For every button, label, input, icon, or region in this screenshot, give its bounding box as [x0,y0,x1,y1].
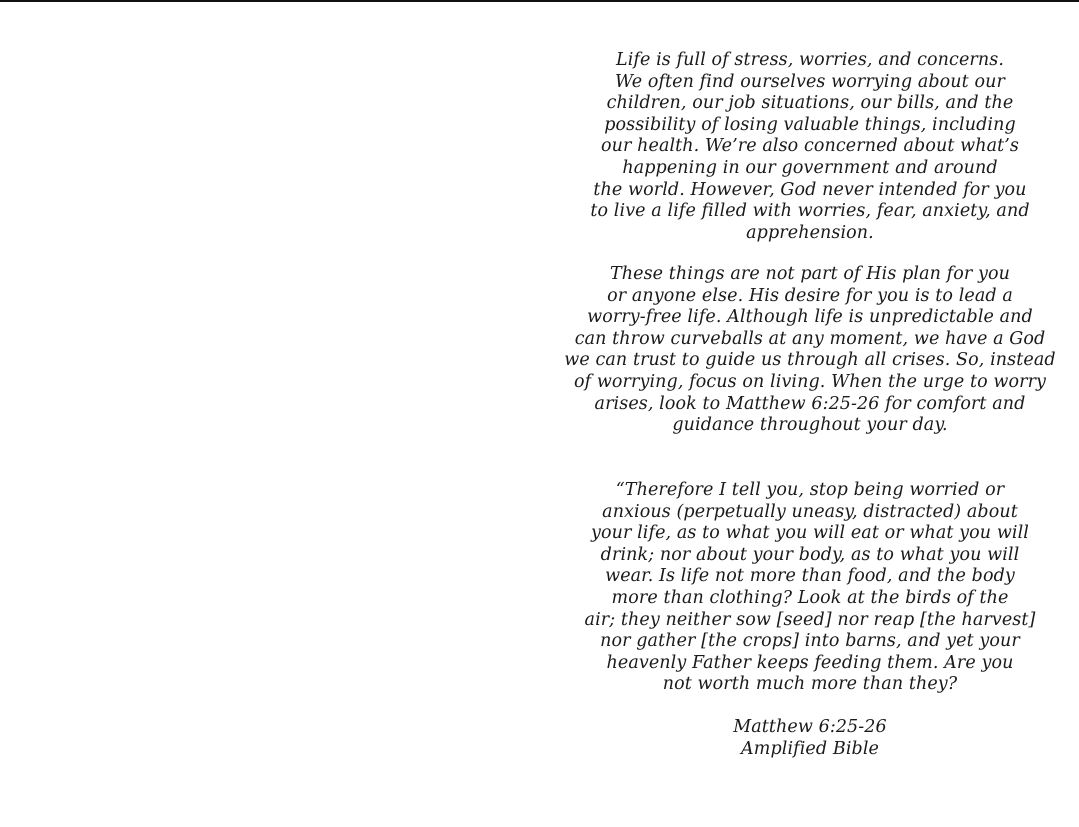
text-line: children, our job situations, our bills, and the [606,93,1014,114]
text-line: the world. However, God never intended for you [593,179,1027,200]
scripture-quote [560,480,1060,696]
scripture-citation [560,717,1060,760]
text-line: Life is full of stress, worries, and concerns. [616,50,1004,70]
text-line: guidance throughout your day. [672,415,948,436]
paragraph-intro [560,50,1060,244]
text-line: drink; nor about your body, as to what you will [600,544,1020,565]
text-line: These things are not part of His plan for you [609,264,1010,284]
text-line: your life, as to what you will eat or what you will [590,523,1029,544]
text-line: We often find ourselves worrying about our [615,71,1005,92]
text-line: apprehension. [746,222,874,243]
text-line: our health. We’re also concerned about what’s [600,136,1019,157]
citation-version: Amplified Bible [741,738,879,759]
text-line: can throw curveballs at any moment, we have a God [574,328,1046,349]
text-line: wear. Is life not more than food, and the body [605,566,1015,587]
text-line: “Therefore I tell you, stop being worried or [615,480,1005,500]
text-line: not worth much more than they? [662,674,958,695]
text-line: of worrying, focus on living. When the urge to worry [573,371,1047,392]
text-line: more than clothing? Look at the birds of the [611,587,1009,608]
citation-reference: Matthew 6:25-26 [733,717,887,737]
text-line: arises, look to Matthew 6:25-26 for comfort and [594,393,1026,414]
text-line: we can trust to guide us through all crises. So, instead [564,350,1056,371]
text-line: air; they neither sow [seed] nor reap [the harvest] [584,609,1036,630]
text-line: possibility of losing valuable things, including [604,114,1016,135]
text-line: heavenly Father keeps feeding them. Are you [606,652,1014,673]
top-border [0,0,1079,2]
text-line: worry-free life. Although life is unpredictable and [587,307,1033,328]
text-line: or anyone else. His desire for you is to lead a [607,285,1013,306]
text-line: anxious (perpetually uneasy, distracted) about [602,501,1018,522]
text-line: to live a life filled with worries, fear, anxiety, and [590,201,1030,222]
text-line: nor gather [the crops] into barns, and yet your [600,631,1020,652]
text-line: happening in our government and around [622,157,998,178]
paragraph-plan [560,264,1060,437]
